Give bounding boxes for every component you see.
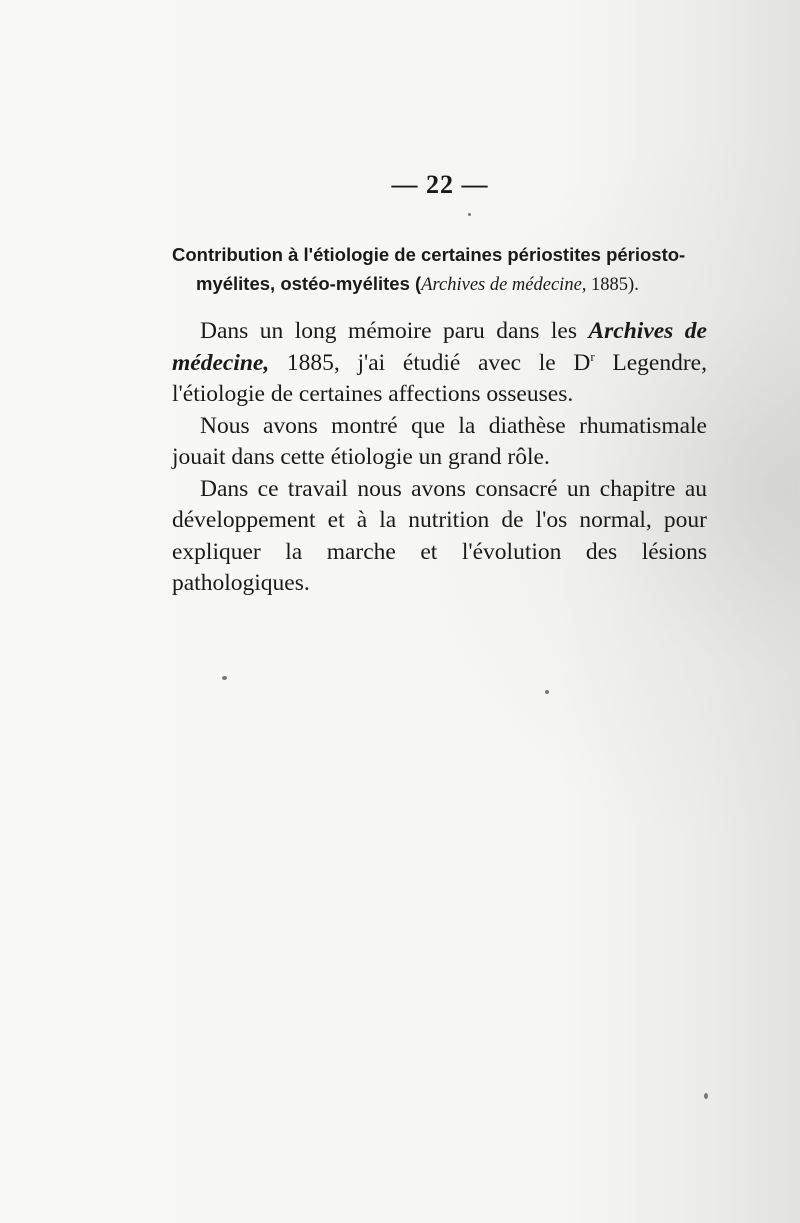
citation-journal: Archives de médecine, — [421, 275, 587, 295]
citation-heading — [172, 240, 712, 300]
ink-speck — [704, 1093, 708, 1099]
paragraph-1-end: Legendre, l'étiologie de certaines affections osseuses. — [172, 349, 707, 407]
paragraph-1 — [172, 316, 707, 411]
paragraph-1-journal: Archives de médecine, — [172, 318, 707, 376]
paragraph-1-start: Dans un long mémoire paru dans les — [200, 318, 589, 344]
body-text — [172, 316, 707, 600]
citation-title-line1: Contribution à l'étiologie de certaines périostites périosto- — [172, 244, 686, 265]
citation-year: 1885). — [586, 275, 639, 295]
ink-speck — [545, 690, 549, 694]
doctor-superscript: r — [590, 348, 595, 364]
paragraph-3: Dans ce travail nous avons consacré un chapitre au développement et à la nutrition de l'os normal, pour expliquer la marche et l'évolution des lésions pathologiques. — [172, 475, 707, 596]
paragraph-1-middle: 1885, j'ai étudié avec le D — [269, 349, 591, 376]
citation-open-paren: ( — [409, 273, 422, 294]
ink-speck — [468, 213, 471, 216]
citation-title-line2: myélites, ostéo-myélites — [196, 273, 410, 294]
paragraph-2: Nous avons montré que la diathèse rhumatismale jouait dans cette étiologie un grand rôle. — [172, 412, 707, 470]
citation-title-line2-wrap — [172, 269, 712, 300]
ink-speck — [222, 676, 227, 680]
page-number: — 22 — — [391, 170, 489, 199]
